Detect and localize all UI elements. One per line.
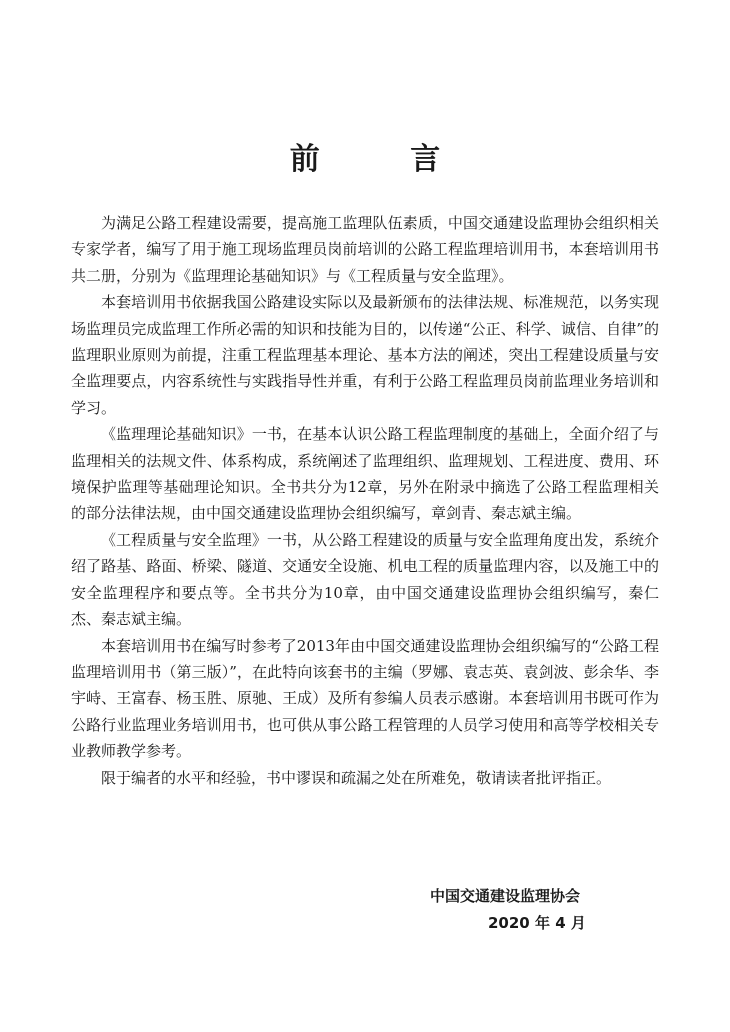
paragraph: 《工程质量与安全监理》一书，从公路工程建设的质量与安全监理角度出发，系统介绍了路基、路面、桥梁、隧道、交通安全设施、机电工程的质量监理内容，以及施工中的安全监理程序和要点等。全书共分为10章，由中国交通建设监理协会组织编写，秦仁杰、秦志斌主编。 <box>71 530 659 629</box>
paragraph: 本套培训用书依据我国公路建设实际以及最新颁布的法律法规、标准规范，以务实现场监理员完成监理工作所必需的知识和技能为目的，以传递“公正、科学、诚信、自律”的监理职业原则为前提，注重工程监理基本理论、基本方法的阐述，突出工程建设质量与安全监理要点，内容系统性与实践指导性并重，有利于公路工程监理员岗前监理业务培训和学习。 <box>71 293 659 417</box>
paragraph: 限于编者的水平和经验，书中谬误和疏漏之处在所难免，敬请读者批评指正。 <box>101 768 612 787</box>
signature-date: 2020 年 4 月 <box>488 914 586 932</box>
paragraph: 《监理理论基础知识》一书，在基本认识公路工程监理制度的基础上，全面介绍了与监理相关的法规文件、体系构成，系统阐述了监理组织、监理规划、工程进度、费用、环境保护监理等基础理论知识。全书共分为12章，另外在附录中摘选了公路工程监理相关的部分法律法规，由中国交通建设监理协会组织编写，章剑青、秦志斌主编。 <box>71 425 659 523</box>
page-title: 前 言 <box>289 142 481 177</box>
preface-body <box>71 210 659 791</box>
signature-block <box>430 883 630 937</box>
paragraph: 本套培训用书在编写时参考了2013年由中国交通建设监理协会组织编写的“公路工程监理培训用书（第三版）”，在此特向该套书的主编（罗娜、袁志英、袁剑波、彭余华、李宇峙、王富春、杨玉胜、原驰、王成）及所有参编人员表示感谢。本套培训用书既可作为公路行业监理业务培训用书，也可供从事公路工程管理的人员学习使用和高等学校相关专业教师教学参考。 <box>71 636 659 761</box>
signature-organization: 中国交通建设监理协会 <box>430 887 581 905</box>
paragraph: 为满足公路工程建设需要，提高施工监理队伍素质，中国交通建设监理协会组织相关专家学者，编写了用于施工现场监理员岗前培训的公路工程监理培训用书，本套培训用书共二册，分别为《监理理论基础知识》与《工程质量与安全监理》。 <box>71 214 659 285</box>
